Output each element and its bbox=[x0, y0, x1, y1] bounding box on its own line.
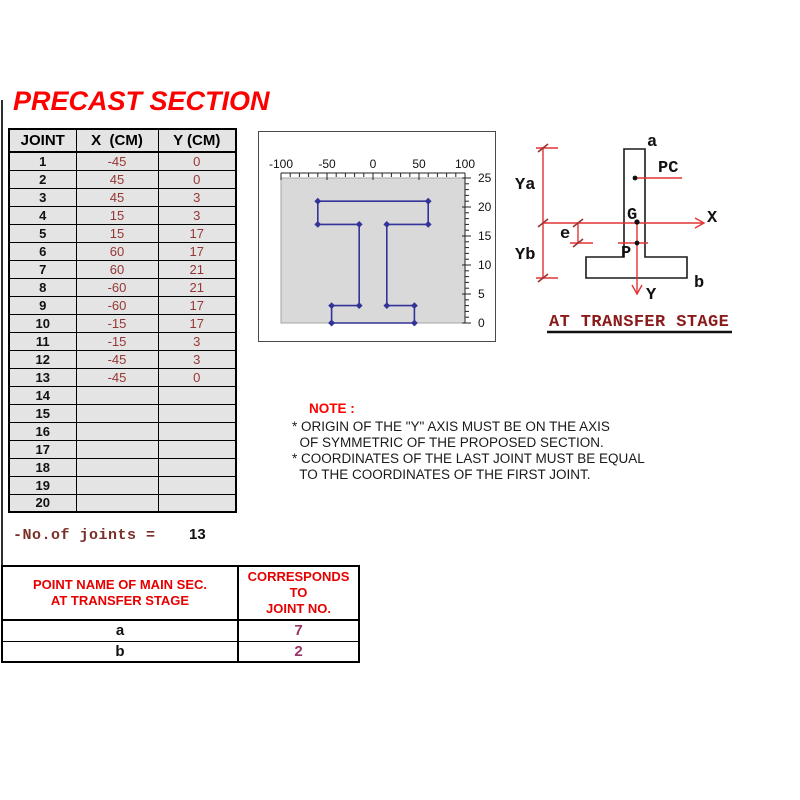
y-value-cell[interactable]: 17 bbox=[158, 224, 236, 242]
header-line: POINT NAME OF MAIN SEC. bbox=[32, 577, 208, 592]
mapping-table-row bbox=[2, 641, 359, 662]
point-mapping-table bbox=[1, 565, 360, 663]
note-line: * ORIGIN OF THE "Y" AXIS MUST BE ON THE AXIS bbox=[292, 419, 610, 434]
joint-table-row bbox=[9, 242, 236, 260]
y-value-cell[interactable]: 21 bbox=[158, 260, 236, 278]
y-value-cell[interactable]: 3 bbox=[158, 332, 236, 350]
y-value-cell[interactable]: 17 bbox=[158, 242, 236, 260]
x-value-cell[interactable]: -15 bbox=[76, 314, 158, 332]
x-value-cell[interactable]: 60 bbox=[76, 242, 158, 260]
joint-number-cell: 17 bbox=[9, 440, 76, 458]
label-y: Y bbox=[646, 286, 657, 305]
note-line: OF SYMMETRIC OF THE PROPOSED SECTION. bbox=[292, 435, 604, 450]
joint-table-row bbox=[9, 404, 236, 422]
dimension-ticks bbox=[538, 144, 583, 282]
section-plot bbox=[258, 131, 496, 342]
y-tick-label: 10 bbox=[478, 258, 492, 272]
joint-table-row bbox=[9, 458, 236, 476]
x-value-cell[interactable]: -45 bbox=[76, 152, 158, 170]
x-tick-label: -100 bbox=[268, 157, 294, 171]
x-value-cell[interactable]: 60 bbox=[76, 260, 158, 278]
y-value-cell[interactable] bbox=[158, 440, 236, 458]
label-ya: Ya bbox=[515, 176, 536, 195]
x-value-cell[interactable]: -45 bbox=[76, 368, 158, 386]
joint-table-row bbox=[9, 440, 236, 458]
y-value-cell[interactable]: 3 bbox=[158, 206, 236, 224]
point-name-column-header bbox=[2, 566, 238, 620]
joint-table-row bbox=[9, 224, 236, 242]
num-joints-value[interactable]: 13 bbox=[189, 526, 206, 543]
label-p: P bbox=[621, 244, 632, 263]
plot-area bbox=[281, 178, 465, 323]
joint-table-row bbox=[9, 260, 236, 278]
num-joints-label: -No.of joints = bbox=[13, 527, 156, 544]
joint-table-row bbox=[9, 422, 236, 440]
joint-table-row bbox=[9, 314, 236, 332]
joint-number-cell: 9 bbox=[9, 296, 76, 314]
y-value-cell[interactable] bbox=[158, 458, 236, 476]
joint-table-row bbox=[9, 368, 236, 386]
x-value-cell[interactable] bbox=[76, 404, 158, 422]
header-line: AT TRANSFER STAGE bbox=[50, 593, 190, 608]
y-value-cell[interactable] bbox=[158, 494, 236, 512]
joint-number-cell: 3 bbox=[9, 188, 76, 206]
joint-table-row bbox=[9, 296, 236, 314]
joint-number-cell: 5 bbox=[9, 224, 76, 242]
y-value-cell[interactable]: 21 bbox=[158, 278, 236, 296]
joint-number-cell: 6 bbox=[9, 242, 76, 260]
x-column-header: X (CM) bbox=[76, 129, 158, 152]
joint-table-row bbox=[9, 188, 236, 206]
joint-table-row bbox=[9, 332, 236, 350]
x-value-cell[interactable]: 45 bbox=[76, 170, 158, 188]
y-tick-label: 5 bbox=[478, 287, 485, 301]
y-value-cell[interactable]: 17 bbox=[158, 314, 236, 332]
y-value-cell[interactable] bbox=[158, 476, 236, 494]
joint-table-row bbox=[9, 386, 236, 404]
x-value-cell[interactable] bbox=[76, 494, 158, 512]
mapping-table-row bbox=[2, 620, 359, 641]
point-name-cell: b bbox=[2, 641, 238, 662]
x-value-cell[interactable]: -15 bbox=[76, 332, 158, 350]
x-tick-label: -50 bbox=[318, 157, 336, 171]
joint-number-cell: 20 bbox=[9, 494, 76, 512]
label-pc: PC bbox=[658, 159, 679, 178]
dimension-and-axis-lines bbox=[536, 148, 704, 294]
x-tick-label: 0 bbox=[369, 157, 377, 171]
y-value-cell[interactable]: 17 bbox=[158, 296, 236, 314]
joint-column-header: JOINT bbox=[9, 129, 76, 152]
joint-table-row bbox=[9, 206, 236, 224]
joint-number-cell: 19 bbox=[9, 476, 76, 494]
y-value-cell[interactable]: 3 bbox=[158, 188, 236, 206]
point-name-cell: a bbox=[2, 620, 238, 641]
x-value-cell[interactable] bbox=[76, 386, 158, 404]
y-value-cell[interactable]: 0 bbox=[158, 170, 236, 188]
y-value-cell[interactable]: 0 bbox=[158, 152, 236, 170]
x-value-cell[interactable]: 15 bbox=[76, 206, 158, 224]
note-line: * COORDINATES OF THE LAST JOINT MUST BE EQUAL bbox=[292, 451, 645, 466]
x-tick-label: 50 bbox=[412, 157, 426, 171]
label-e: e bbox=[560, 225, 571, 244]
joint-table-row bbox=[9, 278, 236, 296]
joint-number-cell: 1 bbox=[9, 152, 76, 170]
joint-table-row bbox=[9, 152, 236, 170]
joint-number-cell: 8 bbox=[9, 278, 76, 296]
y-tick-label: 15 bbox=[478, 229, 492, 243]
joint-number-cell: 11 bbox=[9, 332, 76, 350]
label-x: X bbox=[707, 209, 718, 228]
note-block bbox=[292, 401, 645, 483]
joint-number-cell: 13 bbox=[9, 368, 76, 386]
diagram-caption: AT TRANSFER STAGE bbox=[549, 313, 730, 332]
joint-table bbox=[8, 128, 237, 513]
page-title: PRECAST SECTION bbox=[13, 86, 270, 116]
x-value-cell[interactable]: -60 bbox=[76, 296, 158, 314]
joint-table-row bbox=[9, 494, 236, 512]
prestress-point bbox=[635, 241, 640, 246]
joint-table-header-row bbox=[9, 129, 236, 152]
x-value-cell[interactable] bbox=[76, 476, 158, 494]
transfer-stage-diagram bbox=[500, 110, 800, 340]
note-line: TO THE COORDINATES OF THE FIRST JOINT. bbox=[292, 467, 591, 482]
pc-point bbox=[633, 176, 638, 181]
x-value-cell[interactable]: -45 bbox=[76, 350, 158, 368]
y-value-cell[interactable] bbox=[158, 404, 236, 422]
y-tick-label: 25 bbox=[478, 171, 492, 185]
joint-number-cell: 2 bbox=[9, 170, 76, 188]
header-line: CORRESPONDS TO bbox=[247, 569, 350, 600]
joint-number-cell: 10 bbox=[9, 314, 76, 332]
joint-table-row bbox=[9, 350, 236, 368]
joint-table-row bbox=[9, 170, 236, 188]
joint-number-cell: 14 bbox=[9, 386, 76, 404]
joint-number-cell: 7 bbox=[9, 260, 76, 278]
y-tick-label: 20 bbox=[478, 200, 492, 214]
joint-number-cell: 15 bbox=[9, 404, 76, 422]
x-value-cell[interactable]: 45 bbox=[76, 188, 158, 206]
label-g: G bbox=[627, 206, 638, 225]
header-line: JOINT NO. bbox=[265, 601, 331, 616]
label-a: a bbox=[647, 133, 658, 152]
label-yb: Yb bbox=[515, 246, 536, 265]
mapping-header-row bbox=[2, 566, 359, 620]
y-value-cell[interactable]: 3 bbox=[158, 350, 236, 368]
x-value-cell[interactable] bbox=[76, 458, 158, 476]
x-tick-label: 100 bbox=[454, 157, 476, 171]
y-value-cell[interactable] bbox=[158, 422, 236, 440]
joint-number-cell: 16 bbox=[9, 422, 76, 440]
x-value-cell[interactable] bbox=[76, 422, 158, 440]
joint-number-cell: 18 bbox=[9, 458, 76, 476]
y-tick-label: 0 bbox=[478, 316, 485, 330]
label-b: b bbox=[694, 274, 705, 293]
joint-number-cell: 12 bbox=[9, 350, 76, 368]
y-value-cell[interactable]: 0 bbox=[158, 368, 236, 386]
y-column-header: Y (CM) bbox=[158, 129, 236, 152]
x-value-cell[interactable]: -60 bbox=[76, 278, 158, 296]
joint-table-row bbox=[9, 476, 236, 494]
joint-no-cell[interactable]: 7 bbox=[238, 620, 359, 641]
note-heading: NOTE : bbox=[309, 401, 355, 416]
x-value-cell[interactable]: 15 bbox=[76, 224, 158, 242]
x-value-cell[interactable] bbox=[76, 440, 158, 458]
joint-number-cell: 4 bbox=[9, 206, 76, 224]
y-value-cell[interactable] bbox=[158, 386, 236, 404]
joint-no-cell[interactable]: 2 bbox=[238, 641, 359, 662]
joint-no-column-header bbox=[238, 566, 359, 620]
